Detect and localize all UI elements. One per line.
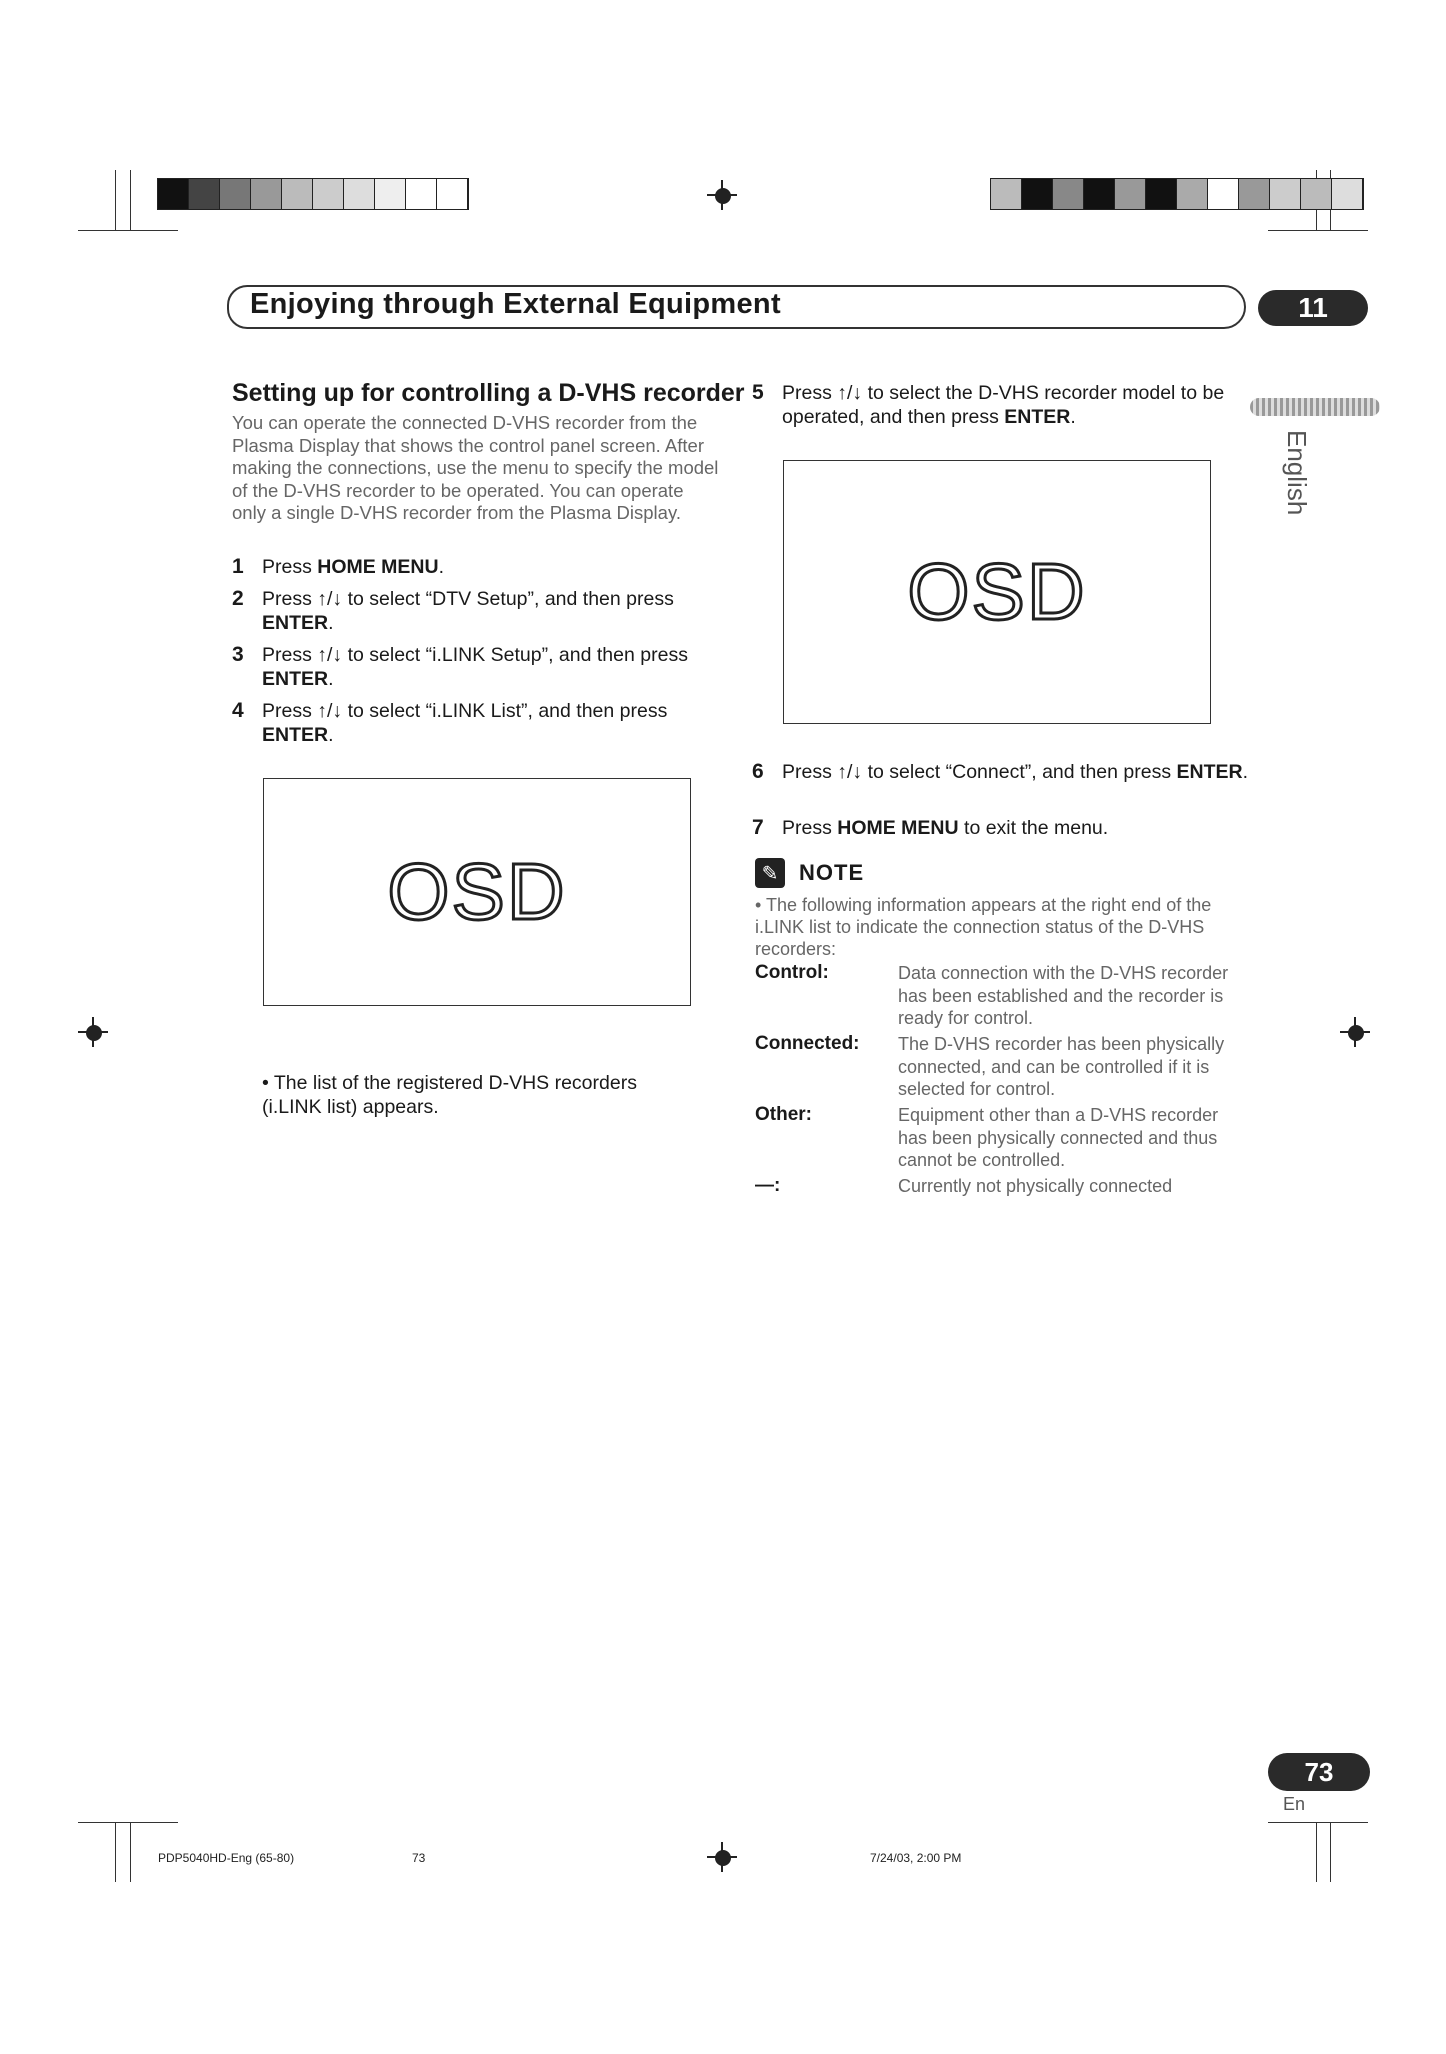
definition-term: —: (755, 1175, 781, 1196)
step-number: 1 (232, 555, 244, 578)
crop-mark (130, 170, 131, 230)
note-label: NOTE (799, 860, 865, 885)
crop-mark (1330, 1822, 1331, 1882)
crop-mark (115, 170, 116, 230)
language-tab-label: English (1282, 430, 1312, 516)
language-tab-bar (1250, 398, 1380, 416)
crop-mark (1316, 1822, 1317, 1882)
registration-mark-icon (707, 1842, 737, 1872)
note-text: • The following information appears at the right end of the i.LINK list to indicate the connection status of the D-VHS recorders: (755, 895, 1212, 959)
calibration-strip-left (157, 178, 469, 210)
registration-mark-icon (78, 1017, 108, 1047)
step-number: 6 (752, 760, 764, 783)
step-number: 2 (232, 587, 244, 610)
crop-mark (115, 1822, 116, 1882)
registration-mark-icon (707, 180, 737, 210)
calibration-strip-right (990, 178, 1364, 210)
definition-term: Other: (755, 1104, 812, 1125)
pencil-note-icon: ✎ (755, 858, 785, 888)
step-number: 5 (752, 381, 764, 404)
registration-mark-icon (1340, 1017, 1370, 1047)
page-language: En (1283, 1794, 1306, 1814)
definition-desc: Equipment other than a D-VHS recorder has been physically connected and thus cannot be controlled. (898, 1105, 1219, 1170)
footer-date: 7/24/03, 2:00 PM (870, 1851, 962, 1865)
definition-term: Control: (755, 962, 829, 983)
osd-placeholder (783, 460, 1211, 724)
crop-mark (78, 1822, 178, 1823)
footer-page: 73 (412, 1851, 426, 1865)
definition-desc: The D-VHS recorder has been physically connected, and can be controlled if it is selected for control. (898, 1034, 1225, 1099)
step-number: 7 (752, 816, 764, 839)
osd-label: OSD (387, 847, 567, 936)
chapter-badge: 11 (1258, 290, 1368, 326)
definition-desc: Data connection with the D-VHS recorder has been established and the recorder is ready for control. (898, 963, 1229, 1028)
section-title: Setting up for controlling a D-VHS recorder (232, 379, 745, 407)
definition-term: Connected: (755, 1033, 860, 1054)
osd-label: OSD (907, 547, 1087, 636)
osd-placeholder (263, 778, 691, 1006)
crop-mark (1268, 230, 1368, 231)
footer-file: PDP5040HD-Eng (65-80) (158, 1851, 295, 1865)
page-number-badge: 73 (1268, 1753, 1370, 1791)
step-number: 3 (232, 643, 244, 666)
crop-mark (130, 1822, 131, 1882)
section-intro: You can operate the connected D-VHS recorder from the Plasma Display that shows the control panel screen. After making the connections, use the menu to specify the model of the D-VHS recorder to be operated. You can operate only a single D-VHS recorder from the Plasma Display. (232, 412, 719, 523)
crop-mark (78, 230, 178, 231)
crop-mark (1268, 1822, 1368, 1823)
note-header (755, 858, 864, 888)
page-title: Enjoying through External Equipment (250, 288, 781, 320)
step-number: 4 (232, 699, 244, 722)
definition-desc: Currently not physically connected (898, 1176, 1173, 1196)
result-bullet: • The list of the registered D-VHS recorders (i.LINK list) appears. (262, 1072, 637, 1118)
